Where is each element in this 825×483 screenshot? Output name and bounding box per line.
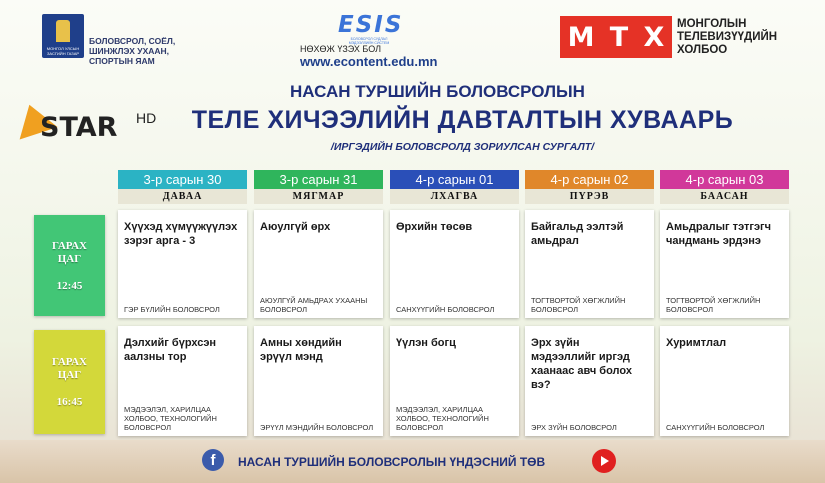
lesson-topic: ТОГТВОРТОЙ ХӨГЖЛИЙН БОЛОВСРОЛ <box>531 296 626 314</box>
lesson-title: Аюулгүй өрх <box>260 221 331 233</box>
schedule-cell <box>118 326 247 436</box>
lesson-topic: ГЭР БҮЛИЙН БОЛОВСРОЛ <box>124 305 220 314</box>
lesson-topic: ЭРХ ЗҮЙН БОЛОВСРОЛ <box>531 423 617 432</box>
schedule-cell <box>525 210 654 318</box>
day-name: ПҮРЭВ <box>525 189 654 204</box>
esis-subtitle: БОЛОВСРОЛ СУДЛАЛ МЭДЭЭЛЛИЙН СИСТЕМ <box>348 37 390 45</box>
schedule-cell <box>390 210 519 318</box>
day-name: ДАВАА <box>118 189 247 204</box>
lesson-title: Өрхийн төсөв <box>396 221 473 233</box>
channel-logo-name: STAR <box>40 112 118 143</box>
day-name: МЯГМАР <box>254 189 383 204</box>
time-slot-1645 <box>34 330 105 434</box>
lesson-topic: МЭДЭЭЛЭЛ, ХАРИЛЦАА ХОЛБОО, ТЕХНОЛОГИЙН БОЛОВСРОЛ <box>396 405 489 432</box>
econtent-link[interactable]: www.econtent.edu.mn <box>300 54 438 69</box>
time-slot-label: ГАРАХ ЦАГ <box>52 356 87 381</box>
time-slot-time: 16:45 <box>56 396 83 408</box>
day-date: 4-р сарын 02 <box>525 170 654 189</box>
lesson-title: Хуримтлал <box>666 337 727 349</box>
lesson-title: Дэлхийг бүрхсэн аалзны тор <box>124 337 217 363</box>
schedule-cell <box>660 210 789 318</box>
lesson-title: Байгальд ээлтэй амьдрал <box>531 221 624 247</box>
lesson-topic: ТОГТВОРТОЙ ХӨГЖЛИЙН БОЛОВСРОЛ <box>666 296 761 314</box>
mtx-letter: М <box>567 21 595 53</box>
day-header-monday <box>118 170 247 204</box>
day-header-thursday <box>525 170 654 204</box>
day-header-friday <box>660 170 789 204</box>
day-date: 4-р сарын 01 <box>390 170 519 189</box>
ministry-name: БОЛОВСРОЛ, СОЁЛ, ШИНЖЛЭХ УХААН, СПОРТЫН ЯАМ <box>89 36 176 66</box>
page-title: ТЕЛЕ ХИЧЭЭЛИЙН ДАВТАЛТЫН ХУВААРЬ <box>191 106 734 134</box>
footer-organization: НАСАН ТУРШИЙН БОЛОВСРОЛЫН ҮНДЭСНИЙ ТӨВ <box>238 455 546 469</box>
day-name: ЛХАГВА <box>390 189 519 204</box>
lesson-title: Үүлэн богц <box>396 337 456 349</box>
day-header-tuesday <box>254 170 383 204</box>
lesson-topic: МЭДЭЭЛЭЛ, ХАРИЛЦАА ХОЛБОО, ТЕХНОЛОГИЙН БОЛОВСРОЛ <box>124 405 217 432</box>
lesson-topic: САНХҮҮГИЙН БОЛОВСРОЛ <box>396 305 495 314</box>
schedule-cell <box>118 210 247 318</box>
day-date: 4-р сарын 03 <box>660 170 789 189</box>
mtx-letter: Т <box>609 21 629 53</box>
schedule-cell <box>254 326 383 436</box>
econtent-caption: НӨХӨЖ ҮЗЭХ БОЛ <box>300 44 382 54</box>
schedule-cell <box>254 210 383 318</box>
schedule-cell <box>390 326 519 436</box>
ministry-emblem-logo <box>42 14 84 58</box>
lesson-topic: ЭРҮҮЛ МЭНДИЙН БОЛОВСРОЛ <box>260 423 374 432</box>
lesson-topic: САНХҮҮГИЙН БОЛОВСРОЛ <box>666 423 765 432</box>
time-slot-1245 <box>34 215 105 316</box>
esis-logo: ESIS <box>338 12 404 38</box>
mtx-logo <box>560 16 672 58</box>
time-slot-time: 12:45 <box>56 279 83 292</box>
lesson-topic: АЮУЛГҮЙ АМЬДРАХ УХААНЫ БОЛОВСРОЛ <box>260 296 368 314</box>
channel-logo-hd: HD <box>136 110 157 126</box>
facebook-icon[interactable]: f <box>202 449 224 471</box>
lesson-title: Хүүхэд хүмүүжүүлэх зэрэг арга - 3 <box>124 221 238 247</box>
title-line-1: НАСАН ТУРШИЙН БОЛОВСРОЛЫН <box>290 82 585 101</box>
day-header-wednesday <box>390 170 519 204</box>
schedule-cell <box>660 326 789 436</box>
day-date: 3-р сарын 31 <box>254 170 383 189</box>
youtube-icon[interactable] <box>592 449 616 473</box>
time-slot-label: ГАРАХ ЦАГ <box>52 239 87 265</box>
ministry-logo-caption: МОНГОЛ УЛСЫН ЗАСГИЙН ГАЗАР <box>46 46 80 56</box>
lesson-title: Амны хөндийн эрүүл мэнд <box>260 337 342 363</box>
day-name: БААСАН <box>660 189 789 204</box>
lesson-title: Эрх зүйн мэдээллийг иргэд хаанаас авч болох вэ? <box>531 337 632 391</box>
lesson-title: Амьдралыг тэтгэгч чандмань эрдэнэ <box>666 221 772 247</box>
title-subtitle: /ИРГЭДИЙН БОЛОВСРОЛД ЗОРИУЛСАН СУРГАЛТ/ <box>330 141 595 153</box>
day-date: 3-р сарын 30 <box>118 170 247 189</box>
mtx-letter: Х <box>643 21 665 53</box>
mtx-name: МОНГОЛЫН ТЕЛЕВИЗҮҮДИЙН ХОЛБОО <box>677 18 778 56</box>
schedule-cell <box>525 326 654 436</box>
